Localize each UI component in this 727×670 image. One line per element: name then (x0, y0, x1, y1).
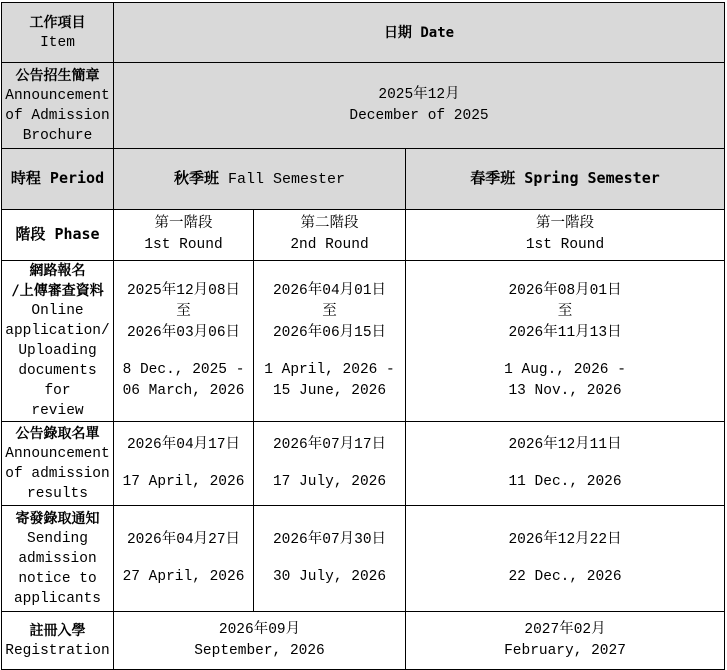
application-start-zh: 2026年04月01日 (272, 282, 387, 299)
notice-date-en: 30 July, 2026 (272, 568, 387, 585)
online-application-label-en-5: review (31, 403, 84, 419)
notice-label-en-3: notice to (18, 570, 97, 587)
announcement-label-cell (2, 63, 114, 149)
notice-label-cell (2, 506, 114, 612)
online-application-label-en-3: Uploading (18, 343, 97, 359)
results-date-en: 17 July, 2026 (272, 473, 387, 490)
announcement-label-zh: 公告招生簡章 (15, 67, 100, 84)
fall-semester-en: Fall Semester (228, 171, 346, 188)
spring-semester-zh: 春季班 (470, 169, 516, 187)
admission-results-label-en-3: results (27, 485, 88, 502)
announcement-row (2, 63, 725, 149)
notice-date-cell (114, 506, 254, 612)
phase-label-en: Phase (54, 225, 100, 243)
item-header-zh: 工作項目 (29, 14, 86, 31)
spring-semester-cell (406, 149, 725, 210)
phase-round-zh: 第一階段 (536, 216, 595, 232)
online-application-label-zh-1: 網路報名 (29, 263, 86, 279)
fall-semester-cell (114, 149, 406, 210)
phase-round-zh: 第二階段 (300, 216, 359, 232)
item-header-en: Item (40, 34, 75, 51)
notice-label-zh: 寄發錄取通知 (15, 510, 100, 527)
application-end-zh: 2026年11月13日 (508, 324, 622, 341)
admission-results-label-en-2: of admission (5, 465, 110, 482)
admission-results-label-zh: 公告錄取名單 (15, 425, 100, 442)
fall-semester-zh: 秋季班 (173, 169, 219, 187)
date-header: 日期 Date (383, 25, 455, 41)
registration-label-en: Registration (5, 642, 110, 659)
period-label-cell (2, 149, 114, 210)
notice-label-en-4: applicants (13, 590, 101, 607)
registration-spring-cell (406, 612, 725, 670)
online-application-label-cell (2, 261, 114, 422)
phase-label-cell (2, 210, 114, 261)
admission-schedule-table (1, 2, 725, 670)
results-date-zh: 2026年07月17日 (272, 436, 387, 453)
admission-results-date-cell (406, 422, 725, 506)
admission-results-row (2, 422, 725, 506)
admission-results-label-en-1: Announcement (5, 445, 110, 462)
online-application-date-cell (114, 261, 254, 422)
notice-date-zh: 2026年07月30日 (272, 531, 387, 548)
results-date-en: 11 Dec., 2026 (508, 473, 622, 490)
online-application-date-cell (406, 261, 725, 422)
phase-round-zh: 第一階段 (154, 216, 213, 232)
announcement-label-en-1: Announcement (5, 87, 110, 104)
announcement-label-en-3: Brochure (22, 127, 93, 144)
admission-results-label-cell (2, 422, 114, 506)
online-application-row (2, 261, 725, 422)
admission-results-date-cell (114, 422, 254, 506)
notice-date-zh: 2026年04月27日 (126, 531, 241, 548)
online-application-label-en-1: Online (31, 303, 84, 319)
notice-date-cell (254, 506, 406, 612)
application-start-zh: 2026年08月01日 (508, 282, 622, 299)
application-to: 至 (322, 303, 337, 320)
announcement-date-en: December of 2025 (349, 107, 489, 124)
phase-label-zh: 階段 (15, 225, 46, 243)
period-row (2, 149, 725, 210)
results-date-zh: 2026年04月17日 (126, 436, 241, 453)
application-end-zh: 2026年03月06日 (126, 324, 241, 341)
registration-fall-cell (114, 612, 406, 670)
date-header-cell (114, 3, 725, 63)
notice-date-en: 27 April, 2026 (122, 568, 245, 585)
registration-spring-en: February, 2027 (504, 642, 626, 659)
results-date-zh: 2026年12月11日 (508, 436, 622, 453)
registration-row (2, 612, 725, 670)
registration-fall-en: September, 2026 (194, 642, 325, 659)
spring-semester-en: Spring Semester (524, 169, 660, 187)
application-end-zh: 2026年06月15日 (272, 324, 387, 341)
phase-row (2, 210, 725, 261)
item-header-cell (2, 3, 114, 63)
application-to: 至 (557, 303, 573, 320)
header-row (2, 3, 725, 63)
online-application-label-en-2: application/ (5, 323, 110, 339)
phase-round-en: 1st Round (144, 237, 223, 253)
online-application-label-zh-2: /上傳審查資料 (11, 283, 104, 299)
application-en-1: 1 Aug., 2026 - (504, 361, 626, 378)
registration-fall-zh: 2026年09月 (218, 621, 301, 638)
results-date-en: 17 April, 2026 (122, 473, 245, 490)
notice-label-en-2: admission (18, 550, 97, 567)
application-to: 至 (176, 303, 191, 320)
period-label-en: Period (49, 169, 105, 187)
application-en-1: 8 Dec., 2025 - (122, 361, 245, 378)
announcement-date-zh: 2025年12月 (378, 86, 460, 103)
phase-round-en: 2nd Round (290, 237, 369, 253)
phase-round-cell (114, 210, 254, 261)
phase-round-en: 1st Round (525, 237, 605, 253)
registration-label-cell (2, 612, 114, 670)
application-start-zh: 2025年12月08日 (126, 282, 241, 299)
registration-label-zh: 註冊入學 (29, 622, 86, 639)
notice-date-cell (406, 506, 725, 612)
notice-label-en-1: Sending (27, 530, 88, 547)
online-application-label-en-4: documents for (18, 363, 97, 399)
online-application-date-cell (254, 261, 406, 422)
notice-row (2, 506, 725, 612)
application-en-2: 06 March, 2026 (122, 382, 245, 399)
registration-spring-zh: 2027年02月 (524, 621, 606, 638)
phase-round-cell (406, 210, 725, 261)
period-label-zh: 時程 (10, 169, 41, 187)
notice-date-zh: 2026年12月22日 (508, 531, 622, 548)
phase-round-cell (254, 210, 406, 261)
admission-results-date-cell (254, 422, 406, 506)
application-en-1: 1 April, 2026 - (264, 361, 395, 378)
application-en-2: 15 June, 2026 (272, 382, 387, 399)
application-en-2: 13 Nov., 2026 (508, 382, 622, 399)
announcement-date-cell (114, 63, 725, 149)
announcement-label-en-2: of Admission (5, 107, 110, 124)
notice-date-en: 22 Dec., 2026 (508, 568, 622, 585)
